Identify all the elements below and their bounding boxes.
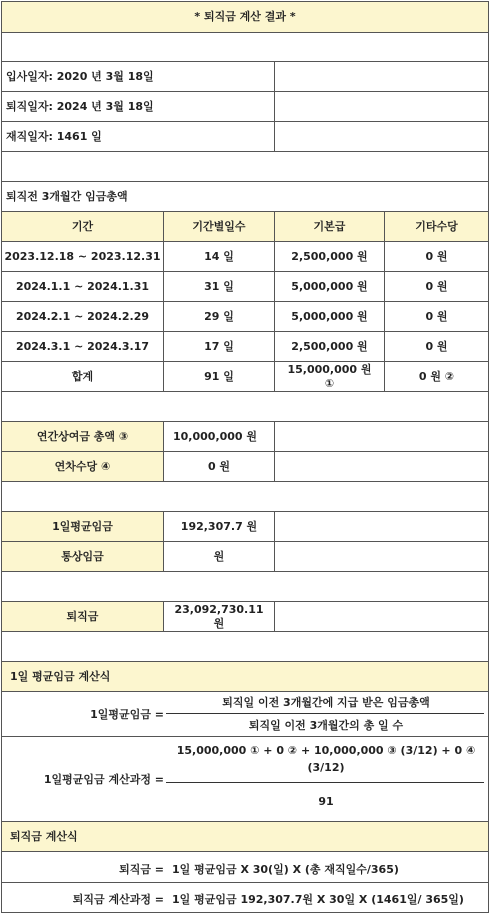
total-days — [163, 361, 275, 392]
severance-process-lhs: 퇴직금 계산과정 = — [72, 893, 164, 906]
empty-cell — [274, 91, 489, 122]
spacer-row — [1, 631, 489, 662]
table-header — [384, 211, 489, 242]
row-base-pay: 5,000,000 원 — [291, 309, 368, 323]
table-cell — [384, 241, 489, 272]
ordinary-wage-label-text: 통상임금 — [61, 549, 104, 563]
empty-cell — [274, 601, 489, 632]
spacer-row — [1, 151, 489, 182]
severance-formula-title — [1, 821, 489, 852]
empty-cell — [274, 451, 489, 482]
row-base-pay: 2,500,000 원 — [291, 339, 368, 353]
join-date — [1, 61, 275, 92]
page-title-text: * 퇴직금 계산 결과 * — [194, 10, 296, 24]
row-period: 2023.12.18 ~ 2023.12.31 — [4, 249, 161, 263]
fraction-bar — [166, 782, 484, 783]
severance-formula-rhs: 1일 평균임금 X 30(일) X (총 재직일수/365) — [172, 863, 399, 876]
wage-section-title-text: 퇴직전 3개월간 임금총액 — [6, 189, 128, 203]
row-days: 14 일 — [204, 249, 234, 263]
table-cell — [384, 331, 489, 362]
join-date-text: 입사일자: 2020 년 3월 18일 — [6, 69, 154, 83]
avg-process-lhs: 1일평균임금 계산과정 = — [43, 773, 164, 786]
row-other: 0 원 — [425, 249, 448, 263]
tenure — [1, 121, 275, 152]
avg-wage-value — [163, 511, 275, 542]
avg-formula-title-text: 1일 평균임금 계산식 — [10, 669, 111, 683]
avg-process-numerator: 15,000,000 ① + 0 ② + 10,000,000 ③ (3/12) + 0 ④ (3/12) — [176, 744, 476, 774]
severance-formula-lhs: 퇴직금 = — [119, 863, 164, 876]
row-days: 29 일 — [204, 309, 234, 323]
leave-allowance-label — [1, 451, 164, 482]
table-cell — [1, 271, 164, 302]
total-other — [384, 361, 489, 392]
leave-allowance-value — [163, 451, 275, 482]
table-cell — [1, 301, 164, 332]
table-header — [1, 211, 164, 242]
table-cell — [1, 241, 164, 272]
empty-cell — [274, 511, 489, 542]
avg-wage-label — [1, 511, 164, 542]
spacer-row — [1, 481, 489, 512]
empty-cell — [274, 541, 489, 572]
table-header — [274, 211, 385, 242]
table-cell — [163, 301, 275, 332]
row-base-pay: 2,500,000 원 — [291, 249, 368, 263]
bonus-label-text: 연간상여금 총액 ③ — [36, 429, 129, 443]
ordinary-wage-value-text: 원 — [213, 549, 225, 563]
header-other-allowance: 기타수당 — [415, 219, 458, 233]
table-cell — [384, 301, 489, 332]
total-label — [1, 361, 164, 392]
avg-formula-lhs: 1일평균임금 = — [90, 708, 164, 721]
header-days: 기간별일수 — [192, 219, 246, 233]
bonus-value-text: 10,000,000 원 — [173, 429, 258, 443]
severance-formula-title-text: 퇴직금 계산식 — [10, 829, 78, 843]
ordinary-wage-label — [1, 541, 164, 572]
total-base-pay — [274, 361, 385, 392]
page-title — [1, 1, 489, 33]
table-cell — [274, 301, 385, 332]
spacer-row — [1, 32, 489, 62]
table-cell — [384, 271, 489, 302]
avg-process-denominator: 91 — [318, 795, 334, 808]
severance-process-rhs: 1일 평균임금 192,307.7원 X 30일 X (1461일/ 365일) — [172, 893, 464, 906]
total-base-pay-text: 15,000,000 원 ① — [287, 362, 372, 390]
severance-value-text: 23,092,730.11 원 — [174, 602, 264, 630]
row-period: 2024.2.1 ~ 2024.2.29 — [15, 309, 150, 323]
avg-wage-label-text: 1일평균임금 — [52, 519, 113, 533]
severance-label-text: 퇴직금 — [66, 609, 99, 623]
table-cell — [163, 331, 275, 362]
fraction-bar — [166, 713, 484, 714]
row-period: 2024.1.1 ~ 2024.1.31 — [15, 279, 150, 293]
avg-wage-value-text: 192,307.7 원 — [180, 519, 258, 533]
table-cell — [163, 241, 275, 272]
row-other: 0 원 — [425, 309, 448, 323]
empty-cell — [274, 61, 489, 92]
avg-formula-title — [1, 661, 489, 692]
table-cell — [1, 331, 164, 362]
table-header — [163, 211, 275, 242]
table-cell — [274, 271, 385, 302]
avg-formula-numerator: 퇴직일 이전 3개월간에 지급 받은 임금총액 — [222, 696, 430, 709]
spacer-row — [1, 391, 489, 422]
ordinary-wage-value — [163, 541, 275, 572]
severance-label — [1, 601, 164, 632]
severance-value — [163, 601, 275, 632]
total-label-text: 합계 — [71, 369, 94, 383]
tenure-text: 재직일자: 1461 일 — [6, 129, 102, 143]
bonus-label — [1, 421, 164, 452]
leave-allowance-label-text: 연차수당 ④ — [54, 459, 111, 473]
bonus-value — [163, 421, 275, 452]
empty-cell — [274, 421, 489, 452]
total-other-text: 0 원 ② — [418, 369, 455, 383]
leave-date-text: 퇴직일자: 2024 년 3월 18일 — [6, 99, 154, 113]
row-other: 0 원 — [425, 339, 448, 353]
table-cell — [274, 331, 385, 362]
spacer-row — [1, 571, 489, 602]
empty-cell — [274, 121, 489, 152]
leave-allowance-value-text: 0 원 — [207, 459, 231, 473]
wage-section-title — [1, 181, 489, 212]
table-cell — [274, 241, 385, 272]
table-cell — [163, 271, 275, 302]
row-base-pay: 5,000,000 원 — [291, 279, 368, 293]
row-days: 17 일 — [204, 339, 234, 353]
row-other: 0 원 — [425, 279, 448, 293]
leave-date — [1, 91, 275, 122]
header-period: 기간 — [71, 219, 94, 233]
total-days-text: 91 일 — [204, 369, 234, 383]
row-period: 2024.3.1 ~ 2024.3.17 — [15, 339, 150, 353]
row-days: 31 일 — [204, 279, 234, 293]
avg-formula-denominator: 퇴직일 이전 3개월간의 총 일 수 — [248, 719, 404, 732]
header-base-pay: 기본급 — [313, 219, 346, 233]
